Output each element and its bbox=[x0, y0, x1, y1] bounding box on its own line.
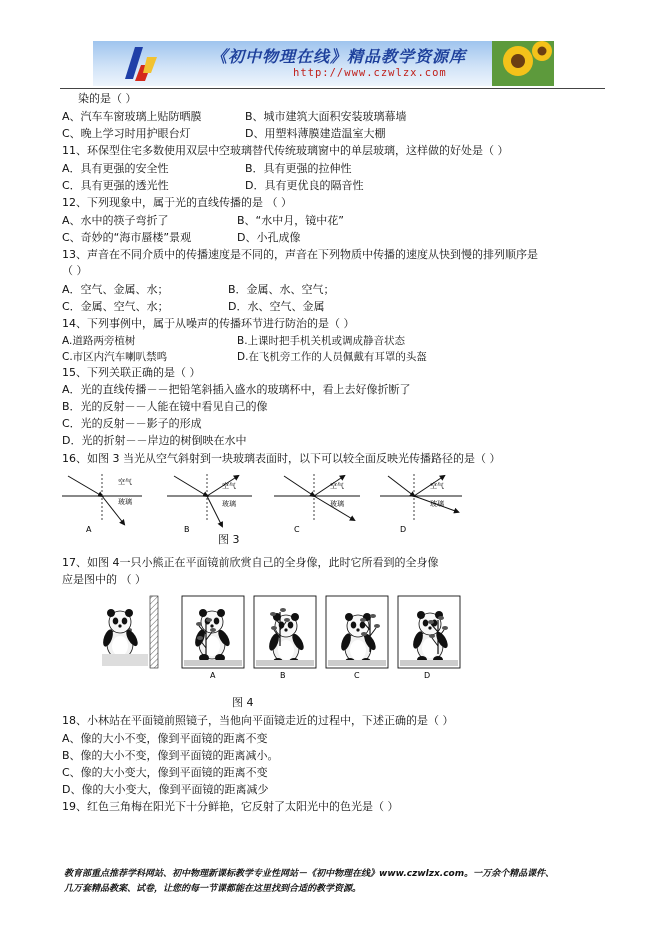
q11-option-d: D．具有更优良的隔音性 bbox=[245, 179, 364, 192]
q13-paren: （ ） bbox=[62, 264, 88, 277]
q13-option-d: D．水、空气、金属 bbox=[228, 300, 325, 313]
header-rule bbox=[60, 88, 605, 89]
q18-option-b: B、像的大小不变，像到平面镜的距离减小。 bbox=[62, 749, 279, 762]
q10-option-d: D、用塑料薄膜建造温室大棚 bbox=[245, 127, 386, 140]
banner-title: 《初中物理在线》精品教学资源库 bbox=[211, 47, 467, 66]
figure-4-option-d bbox=[398, 596, 460, 668]
q14-option-c: C.市区内汽车喇叭禁鸣 bbox=[62, 351, 168, 363]
figure-3-diagram-b bbox=[167, 474, 252, 526]
figure-3-d-glass-label: 玻璃 bbox=[430, 500, 444, 508]
footer-line-2: 几万套精品教案、试卷，让您的每一节课都能在这里找到合适的教学资源。 bbox=[64, 884, 362, 894]
figure-3-c-glass-label: 玻璃 bbox=[330, 500, 344, 508]
q14-option-d: D.在飞机旁工作的人员佩戴有耳罩的头盔 bbox=[237, 351, 427, 363]
figure-3-label-a: A bbox=[86, 525, 92, 534]
figure-3-d-air-label: 空气 bbox=[430, 482, 444, 490]
figure-3-b-glass-label: 玻璃 bbox=[222, 500, 236, 508]
q12-option-d: D、小孔成像 bbox=[237, 231, 301, 244]
header-banner bbox=[93, 41, 554, 86]
figure-4 bbox=[94, 592, 464, 684]
q12-stem: 12、下列现象中，属于光的直线传播的是 （ ） bbox=[62, 196, 292, 209]
q11-option-b: B．具有更强的拉伸性 bbox=[245, 162, 352, 175]
figure-3-diagram-d bbox=[380, 474, 462, 522]
figure-3-label-c: C bbox=[294, 525, 300, 534]
q15-option-a: A．光的直线传播－－把铅笔斜插入盛水的玻璃杯中，看上去好像折断了 bbox=[62, 383, 411, 396]
q11-option-a: A．具有更强的安全性 bbox=[62, 162, 169, 175]
q14-option-b: B.上课时把手机关机或调成静音状态 bbox=[237, 335, 406, 347]
site-logo-icon bbox=[121, 45, 161, 83]
figure-3-label-b: B bbox=[184, 525, 190, 534]
figure-3-a-air-label: 空气 bbox=[118, 478, 132, 486]
figure-4-label-a: A bbox=[210, 671, 216, 680]
figure-3-b-air-label: 空气 bbox=[222, 482, 236, 490]
q10-option-c: C、晚上学习时用护眼台灯 bbox=[62, 127, 191, 140]
figure-4-original-scene bbox=[94, 596, 164, 668]
q10-tail: 染的是（ ） bbox=[78, 92, 137, 105]
figure-4-label-b: B bbox=[280, 671, 286, 680]
q19-stem: 19、红色三角梅在阳光下十分鲜艳，它反射了太阳光中的色光是（ ） bbox=[62, 800, 399, 813]
q17-stem-cont: 应是图中的 （ ） bbox=[62, 573, 146, 586]
q10-option-b: B、城市建筑大面积安装玻璃幕墙 bbox=[245, 110, 407, 123]
figure-4-option-a bbox=[182, 596, 244, 668]
figure-3-c-air-label: 空气 bbox=[330, 482, 344, 490]
q11-stem: 11、环保型住宅多数使用双层中空玻璃替代传统玻璃窗中的单层玻璃，这样做的好处是（ ） bbox=[62, 144, 509, 157]
q12-option-c: C、奇妙的“海市蜃楼”景观 bbox=[62, 231, 192, 244]
figure-4-option-c bbox=[326, 596, 388, 668]
figure-3 bbox=[62, 470, 462, 536]
q11-option-c: C．具有更强的透光性 bbox=[62, 179, 169, 192]
figure-3-label-d: D bbox=[400, 525, 407, 534]
q18-stem: 18、小林站在平面镜前照镜子，当他向平面镜走近的过程中，下述正确的是（ ） bbox=[62, 714, 454, 727]
q18-option-c: C、像的大小变大，像到平面镜的距离不变 bbox=[62, 766, 268, 779]
figure-4-label-c: C bbox=[354, 671, 360, 680]
q13-stem: 13、声音在不同介质中的传播速度是不同的，声音在下列物质中传播的速度从快到慢的排列顺序是 bbox=[62, 248, 538, 261]
q13-option-c: C．金属、空气、水； bbox=[62, 300, 169, 313]
figure-3-caption: 图 3 bbox=[218, 533, 240, 546]
q15-option-d: D．光的折射－－岸边的树倒映在水中 bbox=[62, 434, 247, 447]
q18-option-d: D、像的大小变大，像到平面镜的距离减少 bbox=[62, 783, 269, 796]
q18-option-a: A、像的大小不变，像到平面镜的距离不变 bbox=[62, 732, 268, 745]
q15-option-b: B．光的反射－－人能在镜中看见自己的像 bbox=[62, 400, 268, 413]
figure-4-option-b bbox=[254, 596, 316, 668]
figure-3-a-glass-label: 玻璃 bbox=[118, 498, 132, 506]
q17-stem: 17、如图 4一只小熊正在平面镜前欣赏自己的全身像，此时它所看到的全身像 bbox=[62, 556, 439, 569]
q15-stem: 15、下列关联正确的是（ ） bbox=[62, 366, 201, 379]
q14-option-a: A.道路两旁植树 bbox=[62, 335, 136, 347]
figure-3-diagram-c bbox=[274, 474, 360, 522]
q16-stem: 16、如图 3 当光从空气斜射到一块玻璃表面时，以下可以较全面反映光传播路径的是（ ） bbox=[62, 452, 501, 465]
q15-option-c: C．光的反射－－影子的形成 bbox=[62, 417, 202, 430]
figure-4-label-d: D bbox=[424, 671, 431, 680]
q14-stem: 14、下列事例中，属于从噪声的传播环节进行防治的是（ ） bbox=[62, 317, 355, 330]
q12-option-a: A、水中的筷子弯折了 bbox=[62, 214, 169, 227]
figure-4-caption: 图 4 bbox=[232, 696, 254, 709]
footer-line-1: 教育部重点推荐学科网站、初中物理新课标教学专业性网站－《初中物理在线》www.czwlzx.com。一万余个精品课件、 bbox=[64, 869, 555, 879]
q13-option-a: A．空气、金属、水； bbox=[62, 283, 169, 296]
q13-option-b: B．金属、水、空气； bbox=[228, 283, 335, 296]
q12-option-b: B、“水中月，镜中花” bbox=[237, 214, 344, 227]
banner-url: http://www.czwlzx.com bbox=[293, 67, 447, 79]
q10-option-a: A、汽车车窗玻璃上贴防晒膜 bbox=[62, 110, 202, 123]
sunflower-icon bbox=[492, 41, 554, 86]
